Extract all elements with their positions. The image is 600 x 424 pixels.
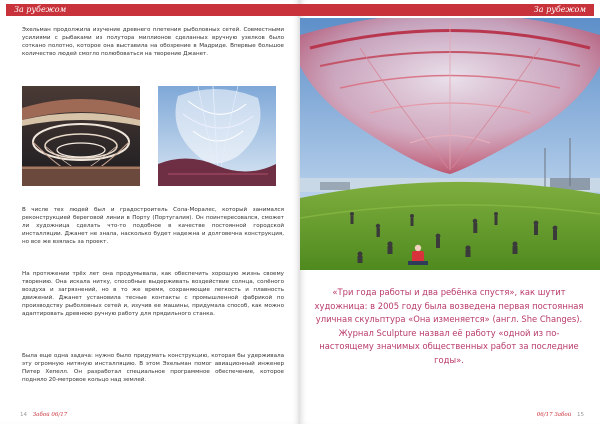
pull-quote: «Три года работы и два ребёнка спустя», как шутит художница: в 2005 году была возведена первая постоянная уличная скульптура «Она изменяется» (англ. She Changes). Журнал Sculpture назвал её работу «одной из по-настоящему значимых общественных работ за последние годы». xyxy=(314,287,584,365)
section-header-label: За рубежом xyxy=(533,5,586,14)
page-footer xyxy=(537,412,588,418)
section-header-bar xyxy=(6,4,300,16)
issue-label: 06/17 Забой xyxy=(536,412,572,418)
page-footer xyxy=(16,412,67,418)
sculpture-park-photo xyxy=(300,18,600,270)
right-page xyxy=(300,0,600,424)
body-paragraph: Эхельман продолжила изучение древнего плетения рыболовных сетей. Совместными усилиями с рыбаками из полутора миллионов сделанных вручную узелков было соткано полотно, которое она выставила на обозрение в Мадриде. Впервые большое количество людей смогло полюбоваться на творение Джанет. xyxy=(22,27,284,57)
net-closeup-photo xyxy=(158,86,276,186)
stadium-net-photo xyxy=(22,86,140,186)
body-paragraph: Была еще одна задача: нужно было придумать конструкцию, которая бы удерживала эту огромную нитяную инсталляцию. В этом Эхельман помог авиационный инженер Питер Хепелл. Он разработал специальное программное обеспечение, которое подняло 20-метровое кольцо над землей. xyxy=(22,353,284,383)
page-number: 15 xyxy=(577,412,584,418)
section-header-label: За рубежом xyxy=(14,5,67,14)
body-paragraph: В числе тех людей был и градостроитель Сола-Моралес, который занимался реконструкцией береговой линии в Порту (Португалия). Он поинтересовался, сможет ли художница сделать что-то подобное в качестве постоянной городской инсталляции. Джанет не знала, насколько будет надежна и долговечна конструкция, но все же взялась за проект. xyxy=(22,207,284,245)
body-paragraph: На протяжении трёх лет она продумывала, как обеспечить хорошую жизнь своему творению. Она искала нитку, способные выдерживать воздействие солнца, солёного воздуха и загрязнений, но в то же время, сохраняющие легкость и плавность движений. Джанет установила тесные контакты с промышленной фабрикой по производству рыболовных сетей и, изучив ее машины, придумала способ, как можно адаптировать древнюю ручную работу для прядильного станка. xyxy=(22,271,284,317)
issue-label: Забой 06/17 xyxy=(32,412,68,418)
section-header-bar xyxy=(300,4,594,16)
page-number: 14 xyxy=(20,412,27,418)
